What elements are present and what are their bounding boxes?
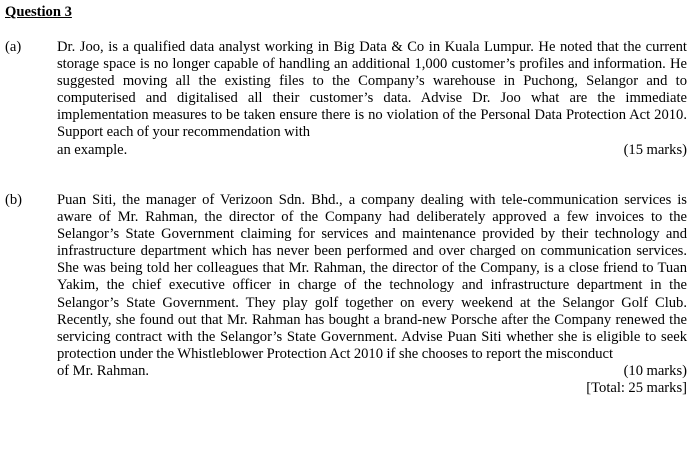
question-b-last-row xyxy=(57,363,687,380)
question-title: Question 3 xyxy=(5,4,72,20)
question-a-last-row xyxy=(57,142,687,159)
question-b-marks: (10 marks) xyxy=(623,362,687,379)
question-b-text: Puan Siti, the manager of Verizoon Sdn. Bhd., a company dealing with tele-communication services is aware of Mr. Rahman, the director of the Company had deliberately approved a few invoices to the Selangor’s State Government claiming for services and maintenance provided by their technology and infrastructure department which has never been performed and over charged on communication services. She was being told her colleagues that Mr. Rahman, the director of the Company, is a close friend to Tuan Yakim, the chief executive officer in charge of the technology and infrastructure department in the Selangor’s State Government. They play golf together on every weekend at the Selangor Golf Club. Recently, she found out that Mr. Rahman has bought a brand-new Porsche after the Company renewed the servicing contract with the Selangor’s State Government. Advise Puan Siti whether she is eligible to seek protection under the Whistleblower Protection Act 2010 if she chooses to report the misconduct xyxy=(57,192,687,362)
question-b-body xyxy=(57,192,687,397)
question-a-last-line: an example. xyxy=(57,141,128,158)
total-marks: [Total: 25 marks] xyxy=(586,380,687,397)
question-b-label: (b) xyxy=(5,192,23,208)
question-a-body xyxy=(57,39,687,159)
question-a-marks: (15 marks) xyxy=(623,141,687,158)
question-a-text: Dr. Joo, is a qualified data analyst working in Big Data & Co in Kuala Lumpur. He noted that the current storage space is no longer capable of handling an additional 1,000 customer’s profiles and information. He suggested moving all the existing files to the Company’s warehouse in Puchong, Selangor and to computerised and digitalised all their customer’s data. Advise Dr. Joo what are the immediate implementation measures to be taken ensure there is no violation of the Personal Data Protection Act 2010. Support each of your recommendation with xyxy=(57,39,687,141)
question-a-label: (a) xyxy=(5,39,22,55)
question-b-last-line: of Mr. Rahman. xyxy=(57,362,150,379)
